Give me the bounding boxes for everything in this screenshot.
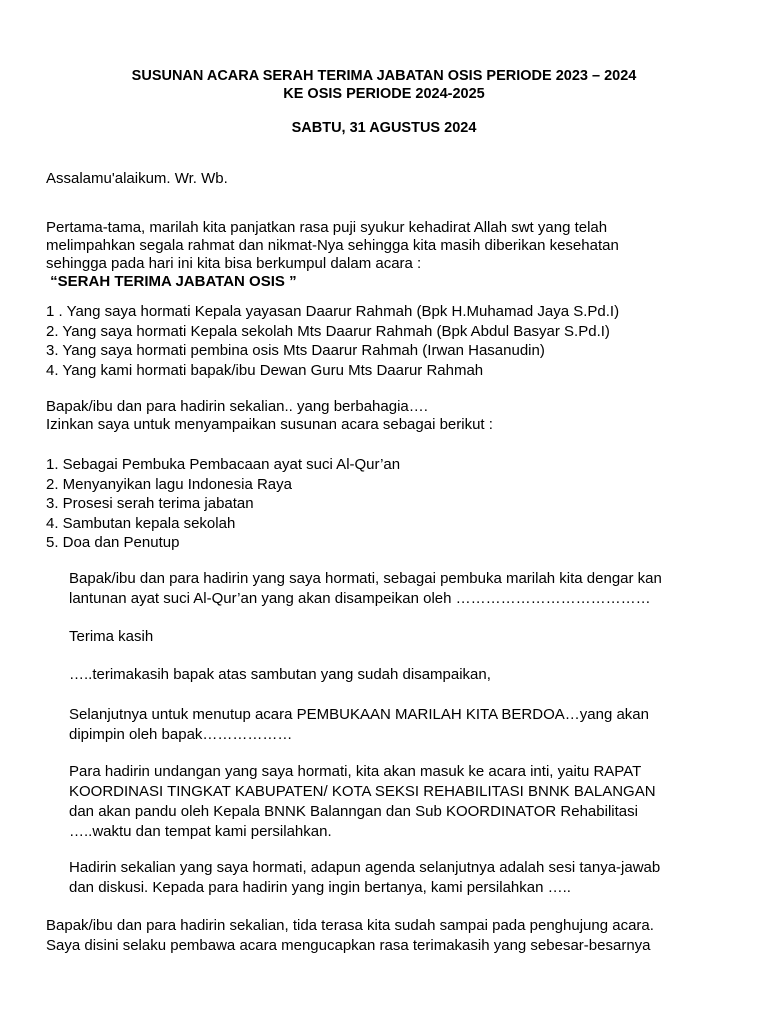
title-line-2: KE OSIS PERIODE 2024-2025 bbox=[283, 86, 485, 102]
agenda-item: 4. Sambutan kepala sekolah bbox=[46, 514, 236, 532]
intro-line-2: Izinkan saya untuk menyampaikan susunan acara sebagai berikut : bbox=[46, 416, 493, 433]
event-name: “SERAH TERIMA JABATAN OSIS ” bbox=[46, 273, 297, 290]
agenda-item: 3. Prosesi serah terima jabatan bbox=[46, 495, 254, 512]
opening-line-1: Pertama-tama, marilah kita panjatkan rasa puji syukur kehadirat Allah swt yang telah bbox=[46, 219, 608, 236]
agenda-item: 1. Sebagai Pembuka Pembacaan ayat suci Al-Qur’an bbox=[46, 456, 401, 473]
honorific-item: 3. Yang saya hormati pembina osis Mts Daarur Rahmah (Irwan Hasanudin) bbox=[46, 342, 545, 359]
agenda-item: 2. Menyanyikan lagu Indonesia Raya bbox=[46, 475, 292, 493]
intro-line-1: Bapak/ibu dan para hadirin sekalian.. yang berbahagia…. bbox=[46, 398, 428, 415]
honorific-item: 4. Yang kami hormati bapak/ibu Dewan Guru Mts Daarur Rahmah bbox=[46, 361, 484, 379]
document-title bbox=[0, 67, 768, 103]
intro-paragraph bbox=[46, 398, 726, 434]
script-p5-line-2: KOORDINASI TINGKAT KABUPATEN/ KOTA SEKSI REHABILITASI BNNK BALANGAN bbox=[69, 783, 656, 800]
script-paragraph-3: …..terimakasih bapak atas sambutan yang sudah disampaikan, bbox=[69, 666, 491, 683]
script-p5-line-1: Para hadirin undangan yang saya hormati, kita akan masuk ke acara inti, yaitu RAPAT bbox=[69, 763, 642, 780]
script-paragraph-4 bbox=[69, 705, 709, 745]
agenda-item: 5. Doa dan Penutup bbox=[46, 534, 180, 551]
script-p5-line-4: …..waktu dan tempat kami persilahkan. bbox=[69, 823, 332, 840]
honorific-item: 2. Yang saya hormati Kepala sekolah Mts Daarur Rahmah (Bpk Abdul Basyar S.Pd.I) bbox=[46, 322, 610, 340]
script-p6-line-2: dan diskusi. Kepada para hadirin yang ingin bertanya, kami persilahkan ….. bbox=[69, 879, 571, 896]
opening-line-2: melimpahkan segala rahmat dan nikmat-Nya sehingga kita masih diberikan kesehatan bbox=[46, 237, 619, 254]
honorifics-list bbox=[46, 302, 726, 380]
script-p6-line-1: Hadirin sekalian yang saya hormati, adapun agenda selanjutnya adalah sesi tanya-jawab bbox=[69, 859, 661, 876]
script-p1-line-2: lantunan ayat suci Al-Qur’an yang akan disampeikan oleh ………………………………… bbox=[69, 590, 651, 607]
greeting: Assalamu'alaikum. Wr. Wb. bbox=[46, 170, 228, 187]
script-paragraph-2: Terima kasih bbox=[69, 628, 154, 645]
closing-line-2: Saya disini selaku pembawa acara mengucapkan rasa terimakasih yang sebesar-besarnya bbox=[46, 937, 651, 954]
agenda-list bbox=[46, 455, 726, 553]
closing-line-1: Bapak/ibu dan para hadirin sekalian, tida terasa kita sudah sampai pada penghujung acara. bbox=[46, 917, 654, 934]
closing-paragraph bbox=[46, 916, 726, 956]
script-paragraph-6 bbox=[69, 858, 709, 898]
title-line-1: SUSUNAN ACARA SERAH TERIMA JABATAN OSIS PERIODE 2023 – 2024 bbox=[131, 68, 637, 84]
script-p1-line-1: Bapak/ibu dan para hadirin yang saya hormati, sebagai pembuka marilah kita dengar kan bbox=[69, 570, 662, 587]
opening-paragraph bbox=[46, 219, 726, 291]
script-p5-line-3: dan akan pandu oleh Kepala BNNK Balanngan dan Sub KOORDINATOR Rehabilitasi bbox=[69, 803, 638, 820]
script-paragraph-1 bbox=[69, 569, 709, 609]
script-p4-line-1: Selanjutnya untuk menutup acara PEMBUKAAN MARILAH KITA BERDOA…yang akan bbox=[69, 706, 649, 723]
script-p4-line-2: dipimpin oleh bapak……………… bbox=[69, 726, 293, 743]
honorific-item: 1 . Yang saya hormati Kepala yayasan Daarur Rahmah (Bpk H.Muhamad Jaya S.Pd.I) bbox=[46, 303, 620, 320]
script-paragraph-5 bbox=[69, 762, 709, 842]
document-date: SABTU, 31 AGUSTUS 2024 bbox=[291, 120, 477, 136]
opening-line-3: sehingga pada hari ini kita bisa berkumpul dalam acara : bbox=[46, 255, 422, 272]
